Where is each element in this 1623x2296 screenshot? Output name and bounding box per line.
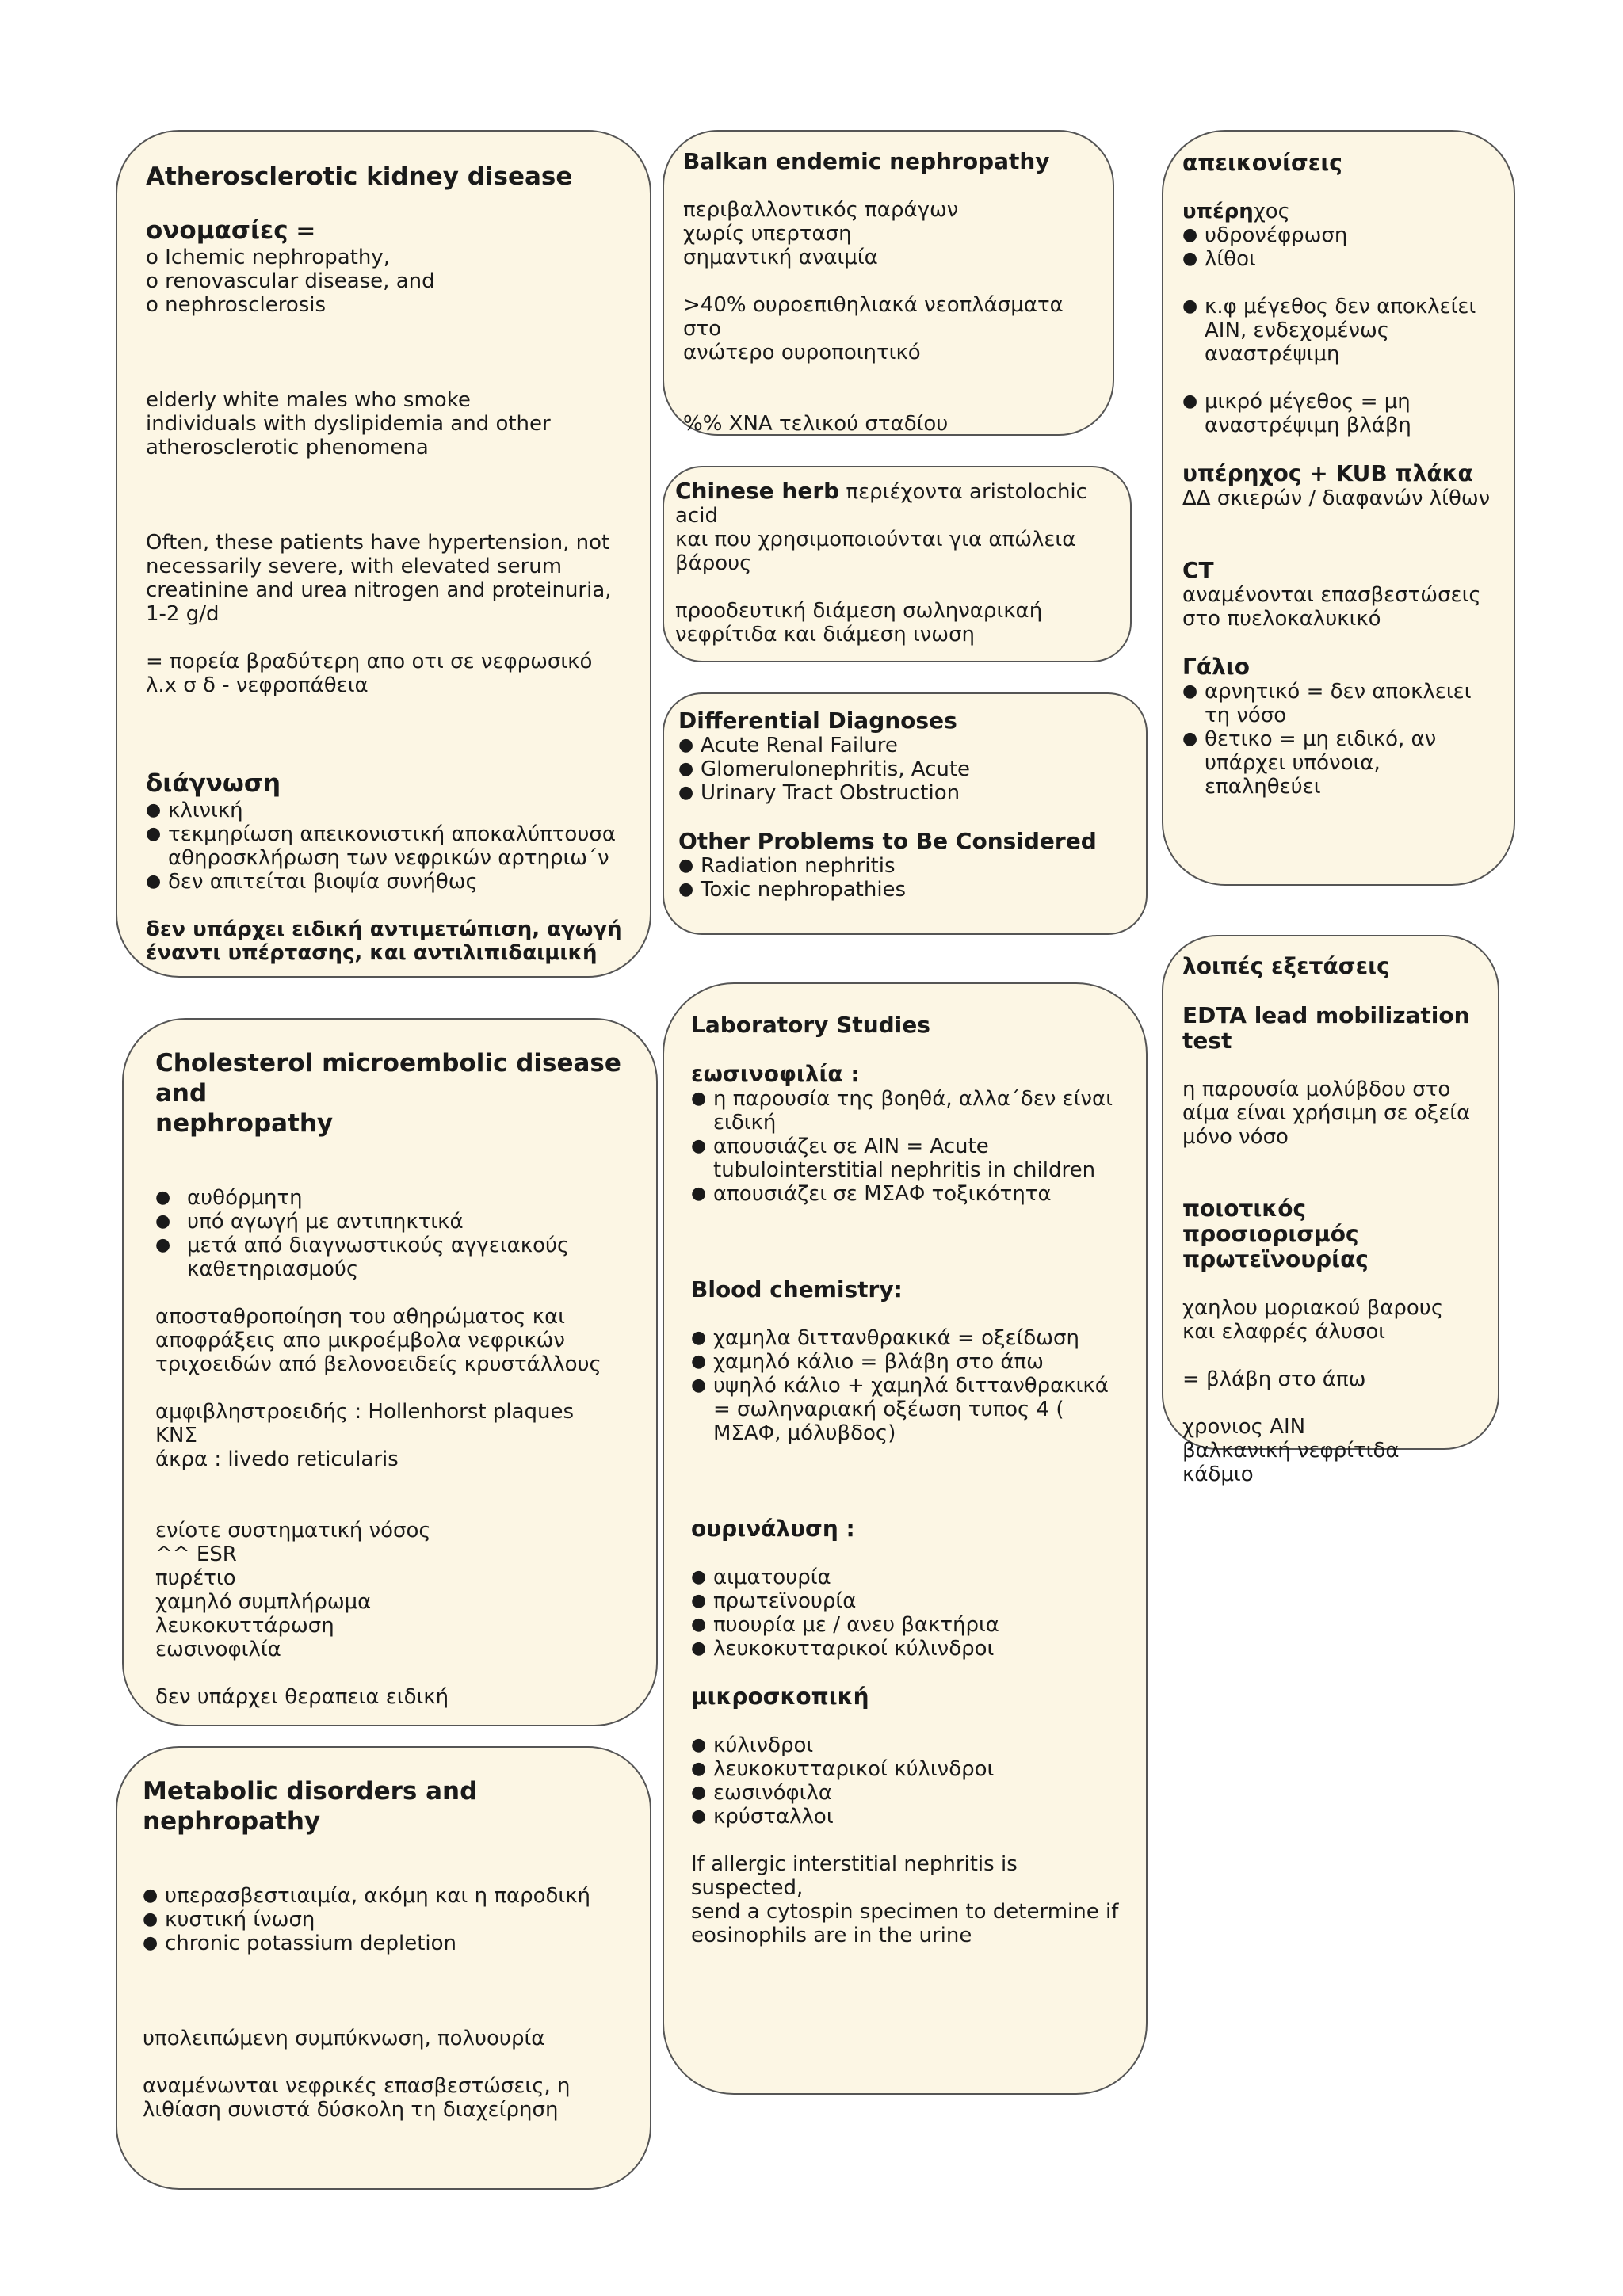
list-item: ● υδρονέφρωση [1182, 223, 1496, 247]
balkan-line: περιβαλλοντικός παράγων [683, 198, 959, 222]
edta-heading: EDTA lead mobilization test [1182, 1002, 1470, 1054]
card-title: Differential Diagnoses [678, 707, 957, 734]
systemic-line: λευκοκυττάρωση [155, 1614, 334, 1638]
often-line: 1-2 g/d [146, 602, 220, 626]
edta-line: η παρουσία μολύβδου στο [1182, 1077, 1451, 1101]
course-line: = πορεία βραδύτερη απο οτι σε νεφρωσικό [146, 650, 593, 673]
list-item: ● λευκοκυτταρικοί κύλινδροι [691, 1637, 1122, 1661]
card-atherosclerotic: Atherosclerotic kidney disease ονομασίες = o Ichemic nephropathy, o renovascular disease, and o nephrosclerosis elderly white males who smoke individuals with dyslipidemia and other atherosclerotic phenomena Often, these patients have hypertension, not necessarily severe, with elevated serum creatinine and urea nitrogen and proteinuria, 1-2 g/d = πορεία βραδύτερη απο οτι σε νεφρωσικό λ.x σ δ - νεφροπάθεια διάγνωση ● κλινική ● τεκμηρίωση απεικονιστική αποκαλύπτουσα αθηροσκλήρωση των νεφρικών αρτηριω΄ν ● δεν απιτείται βιοψία συνήθως δεν υπάρχει ειδική αντιμετώπιση, αγωγή έναντι υπέρτασης, και αντιλιπιδαιμική [116, 130, 651, 978]
list-item: ● η παρουσία της βοηθά, αλλα΄δεν είναι ειδική [691, 1087, 1122, 1135]
balkan-line: %% ΧΝΑ τελικού σταδίου [683, 412, 949, 436]
sites-line: άκρα : livedo reticularis [155, 1447, 399, 1471]
card-title: Laboratory Studies [691, 1012, 930, 1038]
card-title: nephropathy [143, 1807, 321, 1836]
ultrasound-heading: υπέρη [1182, 200, 1254, 223]
card-imaging: απεικονίσεις υπέρηχος ● υδρονέφρωση ● λίθοι ● κ.φ μέγεθος δεν αποκλείει AIN, ενδεχομένως αναστρέψιμη ● μικρό μέγεθος = μη αναστρέψιμη βλάβη υπέρηχος + KUB πλάκα ΔΔ σκιερών / διαφανών λίθων CT αναμένονται επασβεστώσεις στο πυελοκαλυκικό Γάλιο ● αρνητικό = δεν αποκλειει τη νόσο ● θετικο = μη ειδικό, αν υπάρχει υπόνοια, επαληθεύει [1162, 130, 1515, 886]
card-title: Atherosclerotic kidney disease [146, 162, 573, 191]
micro-heading: μικροσκοπική [691, 1684, 869, 1710]
often-line: necessarily severe, with elevated serum [146, 555, 563, 578]
cause-line: κάδμιο [1182, 1463, 1254, 1486]
balkan-line: χωρίς υπερταση [683, 222, 852, 246]
calc-line: λιθίαση συνιστά δύσκολη τη διαχείρηση [143, 2098, 559, 2122]
often-line: creatinine and urea nitrogen and proteinuria, [146, 578, 612, 602]
list-item: ● απουσιάζει σε AIN = Acute tubulointerstitial nephritis in children [691, 1135, 1122, 1182]
ct-heading: CT [1182, 557, 1214, 583]
systemic-line: ενίοτε συστηματική νόσος [155, 1519, 431, 1543]
card-chinese-herb: Chinese herb περιέχοντα aristolochic acid και που χρησιμοποιούνται για απώλεια βάρους προοδευτική διάμεση σωληναρικαή νεφρίτιδα και διάμεση ινωση [663, 466, 1132, 662]
card-title: Cholesterol microembolic disease and [155, 1049, 621, 1108]
list-item: ● αρνητικό = δεν αποκλειει τη νόσο [1182, 680, 1496, 727]
list-item: ● κ.φ μέγεθος δεν αποκλείει AIN, ενδεχομένως αναστρέψιμη [1182, 295, 1496, 366]
blood-heading: Blood chemistry: [691, 1276, 903, 1302]
list-item: ● δεν απιτείται βιοψία συνήθως [146, 870, 623, 894]
card-title: λοιπές εξετάσεις [1182, 953, 1390, 979]
balkan-line: >40% ουροεπιθηλιακά νεοπλάσματα στο [683, 293, 1064, 341]
names-line: o renovascular disease, and [146, 269, 435, 293]
allergic-line: send a cytospin specimen to determine if [691, 1900, 1119, 1924]
list-item: ● χαμηλα διττανθρακικά = οξείδωση [691, 1326, 1122, 1350]
balkan-line: ανώτερο ουροποιητικό [683, 341, 921, 364]
risk-line: atherosclerotic phenomena [146, 436, 429, 460]
treatment-line: δεν υπάρχει ειδική αντιμετώπιση, αγωγή [146, 917, 622, 941]
names-line: o Ichemic nephropathy, [146, 246, 390, 269]
chinese-line: βάρους [675, 551, 752, 575]
card-other-tests [1162, 935, 1499, 1486]
list-item: ● λευκοκυτταρικοί κύλινδροι [691, 1757, 1122, 1781]
list-item: ● κρύσταλλοι [691, 1805, 1122, 1829]
eos-heading: εωσινοφιλία : [691, 1061, 860, 1087]
sites-line: ΚΝΣ [155, 1424, 197, 1447]
chinese-line: και που χρησιμοποιούνται για απώλεια [675, 528, 1076, 551]
list-item: ● απουσιάζει σε ΜΣΑΦ τοξικότητα [691, 1182, 1122, 1206]
risk-line: elderly white males who smoke [146, 388, 471, 412]
list-item: ● υπό αγωγή με αντιπηκτικά [155, 1210, 632, 1234]
protein-line: χαηλου μοριακού βαρους [1182, 1296, 1444, 1320]
calc-line: αναμένωνται νεφρικές επασβεστώσεις, η [143, 2074, 571, 2098]
cause-line: χρονιος AIN [1182, 1415, 1306, 1439]
protein-heading: ποιοτικός προσιορισμός [1182, 1196, 1359, 1247]
systemic-line: ^^ ESR [155, 1543, 237, 1566]
list-item: ● λίθοι [1182, 247, 1496, 271]
damage-line: = βλάβη στο άπω [1182, 1367, 1366, 1391]
mechanism-line: αποσταθροποίηση του αθηρώματος και [155, 1305, 566, 1329]
sites-line: αμφιβληστροειδής : Hollenhorst plaques [155, 1400, 575, 1424]
mechanism-line: τριχοειδών από βελονοειδείς κρυστάλλους [155, 1352, 601, 1376]
systemic-line: χαμηλό συμπλήρωμα [155, 1590, 372, 1614]
gallium-heading: Γάλιο [1182, 654, 1250, 680]
chinese-line: νεφρίτιδα και διάμεση ινωση [675, 623, 976, 646]
treatment-line: έναντι υπέρτασης, και αντιλιπιδαιμική [146, 941, 598, 965]
systemic-line: εωσινοφιλία [155, 1638, 281, 1661]
balkan-line: σημαντική αναιμία [683, 246, 878, 269]
list-item: ● τεκμηρίωση απεικονιστική αποκαλύπτουσα αθηροσκλήρωση των νεφρικών αρτηριω΄ν [146, 822, 623, 870]
card-title: απεικονίσεις [1182, 150, 1342, 176]
list-item: ● μετά από διαγνωστικούς αγγειακούς καθετηριασμούς [155, 1234, 632, 1281]
list-item: ● μικρό μέγεθος = μη αναστρέψιμη βλάβη [1182, 390, 1496, 437]
list-item: ● υψηλό κάλιο + χαμηλά διττανθρακικά = σωληναριακή οξέωση τυπος 4 ( ΜΣΑΦ, μόλυβδος) [691, 1374, 1122, 1445]
list-item: ● Glomerulonephritis, Acute [678, 757, 1127, 781]
kub-heading: υπέρηχος + KUB πλάκα [1182, 460, 1473, 486]
list-item: ● κλινική [146, 799, 623, 822]
names-heading: ονομασίες [146, 216, 288, 245]
kub-line: ΔΔ σκιερών / διαφανών λίθων [1182, 486, 1491, 510]
card-title: Chinese herb [675, 478, 840, 504]
card-title: nephropathy [155, 1109, 334, 1138]
chinese-line: προοδευτική διάμεση σωληναρικαή [675, 599, 1043, 623]
card-metabolic [116, 1746, 651, 2190]
card-title: Metabolic disorders and [143, 1777, 478, 1806]
urine-heading: ουρινάλυση : [691, 1516, 855, 1542]
list-item: ● χαμηλό κάλιο = βλάβη στο άπω [691, 1350, 1122, 1374]
systemic-line: πυρέτιο [155, 1566, 236, 1590]
names-line: o nephrosclerosis [146, 293, 327, 317]
therapy-line: δεν υπάρχει θεραπεια ειδική [155, 1685, 449, 1709]
list-item: ● θετικο = μη ειδικό, αν υπάρχει υπόνοια, επαληθεύει [1182, 727, 1496, 799]
other-problems-title: Other Problems to Be Considered [678, 828, 1097, 854]
list-item: ● Acute Renal Failure [678, 734, 1127, 757]
list-item: ● πυουρία με / ανευ βακτήρια [691, 1613, 1122, 1637]
allergic-line: eosinophils are in the urine [691, 1924, 972, 1947]
protein-line: και ελαφρές άλυσοι [1182, 1320, 1386, 1344]
card-differential [663, 692, 1148, 935]
course-line: λ.x σ δ - νεφροπάθεια [146, 673, 369, 697]
card-cholesterol [122, 1018, 658, 1726]
list-item: ● Toxic nephropathies [678, 878, 1127, 902]
list-item: ● Urinary Tract Obstruction [678, 781, 1127, 805]
list-item: ● αυθόρμητη [155, 1186, 632, 1210]
risk-line: individuals with dyslipidemia and other [146, 412, 551, 436]
list-item: ● κυστική ίνωση [143, 1908, 626, 1932]
allergic-line: If allergic interstitial nephritis is suspected, [691, 1852, 1018, 1900]
card-title: Balkan endemic nephropathy [683, 148, 1050, 174]
protein-heading: πρωτεϊνουρίας [1182, 1246, 1369, 1272]
card-balkan [663, 130, 1114, 436]
list-item: ● εωσινόφιλα [691, 1781, 1122, 1805]
mechanism-line: αποφράξεις απο μικροέμβολα νεφρικών [155, 1329, 565, 1352]
list-item: ● κύλινδροι [691, 1733, 1122, 1757]
list-item: ● υπερασβεστιαιμία, ακόμη και η παροδική [143, 1884, 626, 1908]
concentration-line: υπολειπώμενη συμπύκνωση, πολυουρία [143, 2027, 545, 2050]
edta-line: μόνο νόσο [1182, 1125, 1289, 1149]
edta-line: αίμα είναι χρήσιμη σε οξεία [1182, 1101, 1471, 1125]
list-item: ● πρωτεϊνουρία [691, 1589, 1122, 1613]
list-item: ● Radiation nephritis [678, 854, 1127, 878]
ct-line: στο πυελοκαλυκικό [1182, 607, 1381, 631]
diagnosis-heading: διάγνωση [146, 769, 281, 798]
card-laboratory [663, 982, 1148, 2095]
often-line: Often, these patients have hypertension, not [146, 531, 610, 555]
list-item: ● αιματουρία [691, 1566, 1122, 1589]
list-item: ● chronic potassium depletion [143, 1932, 626, 1955]
cause-line: βαλκανική νεφρίτιδα [1182, 1439, 1400, 1463]
ct-line: αναμένονται επασβεστώσεις [1182, 583, 1481, 607]
